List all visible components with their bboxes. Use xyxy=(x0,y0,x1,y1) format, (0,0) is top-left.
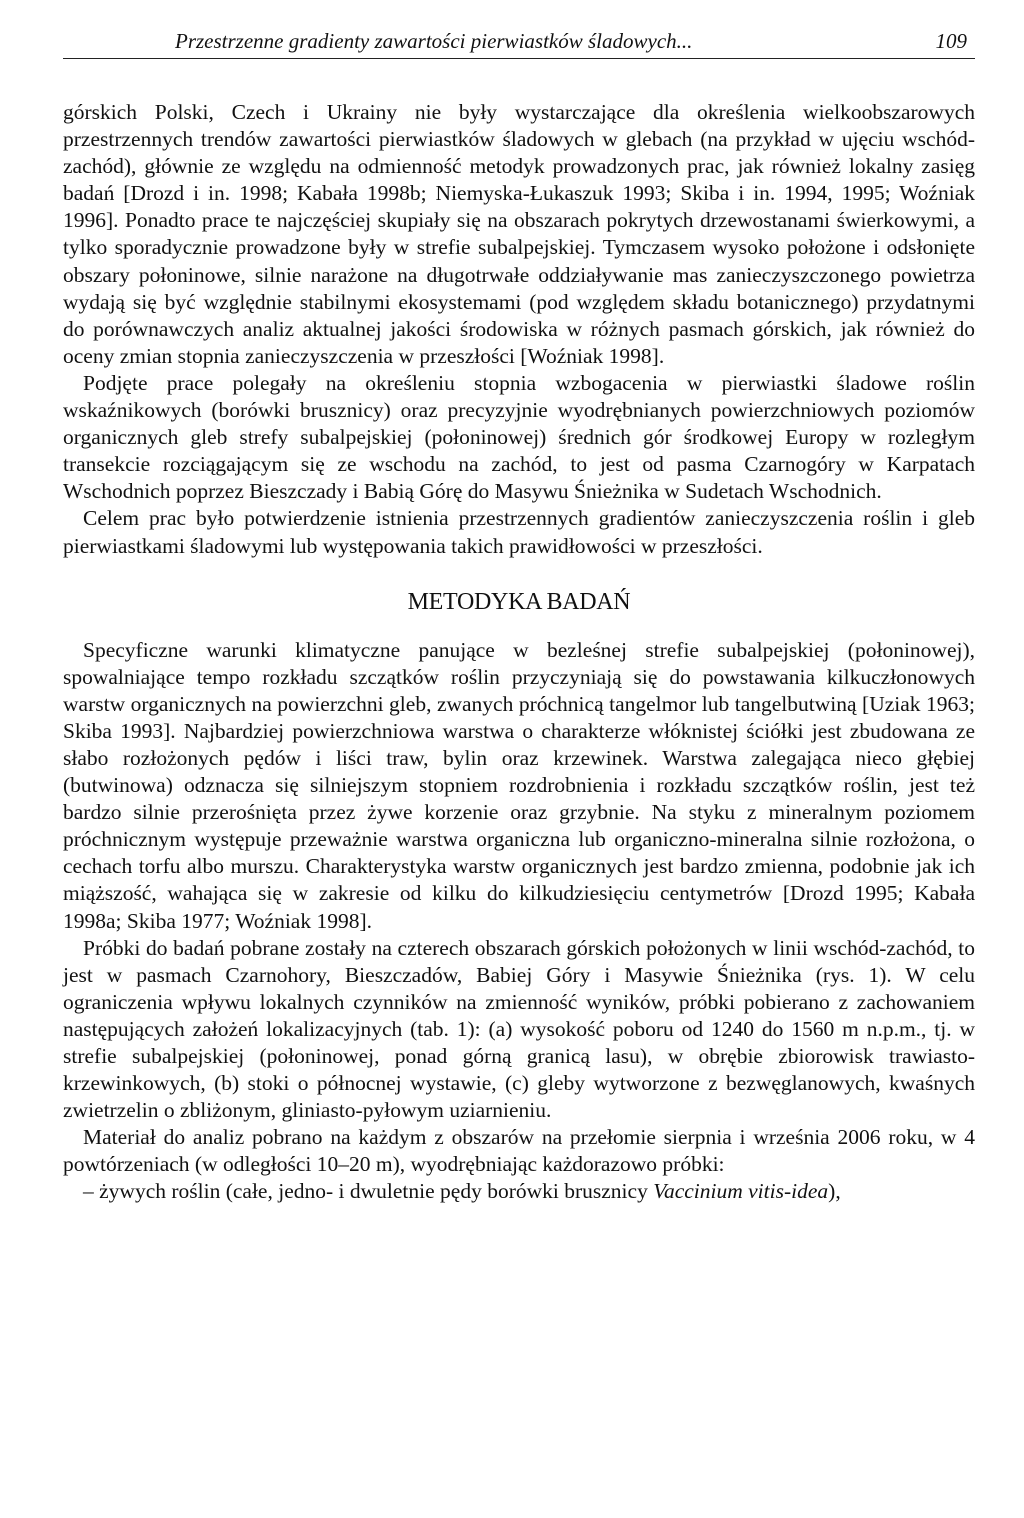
page-content xyxy=(63,99,975,1206)
page-number: 109 xyxy=(935,29,967,53)
running-header xyxy=(63,28,975,59)
document-page xyxy=(63,28,975,1206)
paragraph-sampling-sites: Próbki do badań pobrane zostały na czterech obszarach górskich położonych w linii wschód-zachód, to jest w pasmach Czarnohory, Bieszczadów, Babiej Góry i Masywie Śnieżnika (rys. 1). W celu ograniczenia wpływu lokalnych czynników na zmienność wyników, próbki pobierano z zachowaniem następujących założeń lokalizacyjnych (tab. 1): (a) wysokość poboru od 1240 do 1560 m n.p.m., tj. w strefie subalpejskiej (połoninowej, ponad górną granicą lasu), w obrębie zbiorowisk trawiasto-krzewinkowych, (b) stoki o północnej wystawie, (c) gleby wytworzone z bezwęglanowych, kwaśnych zwietrzelin o zbliżonym, gliniasto-pyłowym uziarnieniu. xyxy=(63,935,975,1123)
paragraph-research-aim: Celem prac było potwierdzenie istnienia przestrzennych gradientów zanieczyszczenia roślin i gleb pierwiastkami śladowymi lub występowania takich prawidłowości w przeszłości. xyxy=(63,506,975,558)
list-item-suffix: ), xyxy=(828,1179,841,1204)
running-title: Przestrzenne gradienty zawartości pierwiastków śladowych... xyxy=(175,29,693,53)
paragraph-climate-conditions: Specyficzne warunki klimatyczne panujące w bezleśnej strefie subalpejskiej (połoninowej), spowalniające tempo rozkładu szczątków roślin przyczyniają się do powstawania kilkuczłonowych warstw organicznych na powierzchni gleb, zwanych próchnicą tangelmor lub tangelbutwiną [Uziak 1963; Skiba 1993]. Najbardziej powierzchniowa warstwa o charakterze włóknistej ściółki jest zbudowana ze słabo rozłożonych pędów i liści traw, bylin oraz krzewinek. Warstwa zalegająca nieco głębiej (butwinowa) odznacza się silniejszym stopniem rozdrobnienia i rozkładu szczątków roślin, jest też bardzo silnie przerośnięta przez żywe korzenie oraz grzybnie. Na styku z mineralnym poziomem próchnicznym występuje przeważnie warstwa organiczna lub organiczno-mineralna silnie rozłożona, o cechach torfu albo murszu. Charakterystyka warstw organicznych jest bardzo zmienna, podobnie jak ich miąższość, wahająca się w zakresie od kilku do kilkudziesięciu centymetrów [Drozd 1995; Kabała 1998a; Skiba 1977; Woźniak 1998]. xyxy=(63,637,975,933)
section-heading-methods: METODYKA BADAŃ xyxy=(407,588,631,615)
species-name: Vaccinium vitis-idea xyxy=(653,1179,829,1204)
paragraph-sampling-material: Materiał do analiz pobrano na każdym z obszarów na przełomie sierpnia i września 2006 roku, w 4 powtórzeniach (w odległości 10–20 m), wyodrębniając każdorazowo próbki: xyxy=(63,1125,975,1177)
list-item-text: – żywych roślin (całe, jedno- i dwuletnie pędy borówki brusznicy xyxy=(83,1179,654,1204)
list-item-living-plants xyxy=(63,1178,975,1205)
paragraph-research-scope: Podjęte prace polegały na określeniu stopnia wzbogacenia w pierwiastki śladowe roślin wskaźnikowych (borówki brusznicy) oraz precyzyjnie wyodrębnianych powierzchniowych poziomów organicznych gleb strefy subalpejskiej (połoninowej) średnich gór środkowej Europy w rozległym transekcie rozciągającym się ze wschodu na zachód, to jest od pasma Czarnogóry w Karpatach Wschodnich poprzez Bieszczady i Babią Górę do Masywu Śnieżnika w Sudetach Wschodnich. xyxy=(63,370,975,504)
paragraph-intro-continued: górskich Polski, Czech i Ukrainy nie były wystarczające dla określenia wielkoobszarowych przestrzennych trendów zawartości pierwiastków śladowych w glebach (na przykład w ujęciu wschód-zachód), głównie ze względu na odmienność metodyk prowadzonych prac, jak również lokalny zasięg badań [Drozd i in. 1998; Kabała 1998b; Niemyska-Łukaszuk 1993; Skiba i in. 1994, 1995; Woźniak 1996]. Ponadto prace te najczęściej skupiały się na obszarach pokrytych drzewostanami świerkowymi, a tylko sporadycznie prowadzone były w strefie subalpejskiej. Tymczasem wysoko położone i odsłonięte obszary połoninowe, silnie narażone na długotrwałe oddziaływanie mas zanieczyszczonego powietrza wydają się być względnie stabilnymi ekosystemami (pod względem składu botanicznego) przydatnymi do porównawczych analiz aktualnej jakości środowiska w różnych pasmach górskich, jak również do oceny zmian stopnia zanieczyszczenia w przeszłości [Woźniak 1998]. xyxy=(63,100,975,368)
